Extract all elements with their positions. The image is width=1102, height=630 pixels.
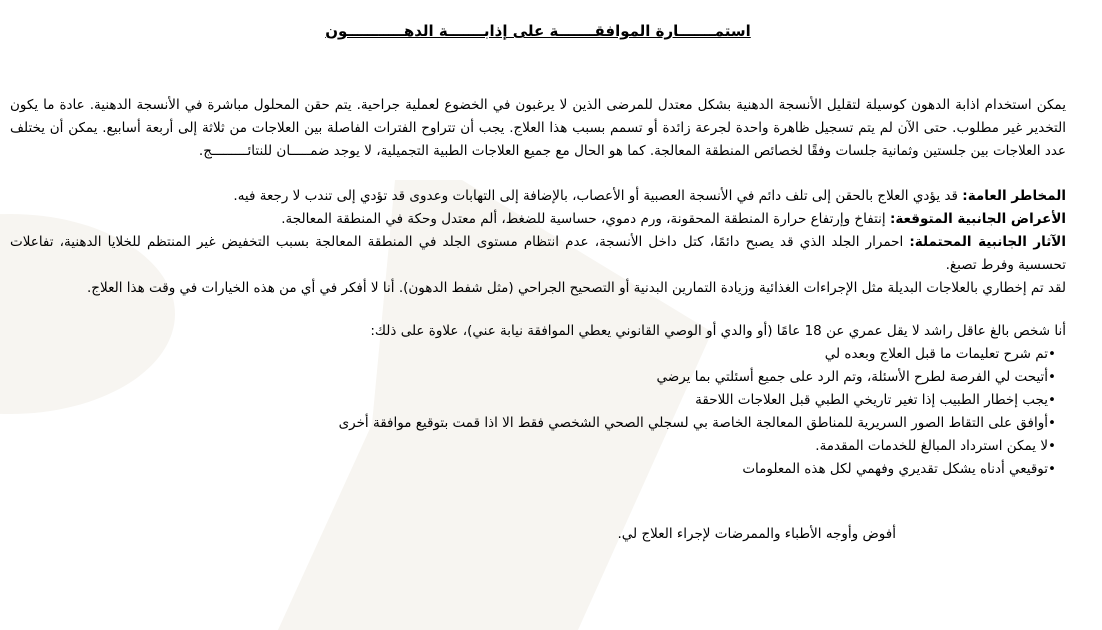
general-risks-text: قد يؤدي العلاج بالحقن إلى تلف دائم في الأنسجة العصبية أو الأعصاب، بالإضافة إلى التهابات وعدوى قد تؤدي إلى تندب لا رجعة فيه. bbox=[233, 188, 958, 204]
bullet-no-refund: • لا يمكن استرداد المبالغ للخدمات المقدمة. bbox=[10, 435, 1066, 458]
bullet-signature-understanding: • توقيعي أدناه يشكل تقديري وفهمي لكل هذه المعلومات bbox=[10, 458, 1066, 481]
possible-side-effects-paragraph bbox=[10, 231, 1066, 277]
possible-side-effects-label: الآثار الجانبية المحتملة: bbox=[909, 234, 1066, 250]
bullet-notify-doctor: • يجب إخطار الطبيب إذا تغير تاريخي الطبي قبل العلاجات اللاحقة bbox=[10, 389, 1066, 412]
authorization-statement: أفوض وأوجه الأطباء والممرضات لإجراء العلاج لي. bbox=[617, 526, 896, 542]
alternatives-paragraph: لقد تم إخطاري بالعلاجات البديلة مثل الإجراءات الغذائية وزيادة التمارين البدنية أو التصحيح الجراحي (مثل شفط الدهون). أنا لا أفكر في أي من هذه الخيارات في وقت هذا العلاج. bbox=[87, 280, 1066, 296]
general-risks-paragraph bbox=[10, 185, 1066, 208]
possible-side-effects-text: احمرار الجلد الذي قد يصبح دائمًا، كتل داخل الأنسجة، عدم انتظام مستوى الجلد في المنطقة المعالجة بسبب التخفيض غير المنتظم للخلايا الدهنية، تفاعلات تحسسية وفرط تصبغ. bbox=[10, 234, 1066, 273]
bullet-pre-post-instructions: • تم شرح تعليمات ما قبل العلاج وبعده لي bbox=[10, 343, 1066, 366]
expected-side-effects-label: الأعراض الجانبية المتوقعة: bbox=[889, 211, 1066, 227]
bullet-clinical-photos-consent: • أوافق على التقاط الصور السريرية للمناطق المعالجة الخاصة بي لسجلي الصحي الشخصي فقط الا اذا قمت بتوقيع موافقة أخرى bbox=[10, 412, 1066, 435]
general-risks-label: المخاطر العامة: bbox=[962, 188, 1066, 204]
intro-paragraph: يمكن استخدام اذابة الدهون كوسيلة لتقليل الأنسجة الدهنية بشكل معتدل للمرضى الذين لا يرغبون في الخضوع لعملية جراحية. يتم حقن المحلول مباشرة في الأنسجة الدهنية. عادة ما يكون التخدير غير مطلوب. حتى الآن لم يتم تسجيل ظاهرة واحدة لجرعة زائدة أو تسمم بسبب هذا العلاج. يجب أن تتراوح الفترات الفاصلة بين العلاجات من ثلاثة إلى أربعة أسابيع. يمكن أن يختلف عدد العلاجات بين جلستين وثمانية جلسات وفقًا لخصائص المنطقة المعالجة. كما هو الحال مع جميع العلاجات الطبية التجميلية، لا يوجد ضمـــــان للنتائـــــــــج. bbox=[10, 97, 1066, 159]
declaration-intro: أنا شخص بالغ عاقل راشد لا يقل عمري عن 18 عامًا (أو والدي أو الوصي القانوني يعطي الموافقة نيابة عني)، علاوة على ذلك: bbox=[370, 323, 1066, 339]
document-title: استمـــــــارة الموافقـــــــة على إذابـــــــة الدهـــــــــــون bbox=[325, 22, 751, 40]
bullet-questions-answered: • أتيحت لي الفرصة لطرح الأسئلة، وتم الرد على جميع أسئلتي بما يرضي bbox=[10, 366, 1066, 389]
expected-side-effects-text: إنتفاخ وإرتفاع حرارة المنطقة المحقونة، ورم دموي، حساسية للضغط، ألم معتدل وحكة في المنطقة المعالجة. bbox=[281, 211, 886, 227]
declaration-bullet-list bbox=[10, 343, 1066, 481]
expected-side-effects-paragraph bbox=[10, 208, 1066, 231]
